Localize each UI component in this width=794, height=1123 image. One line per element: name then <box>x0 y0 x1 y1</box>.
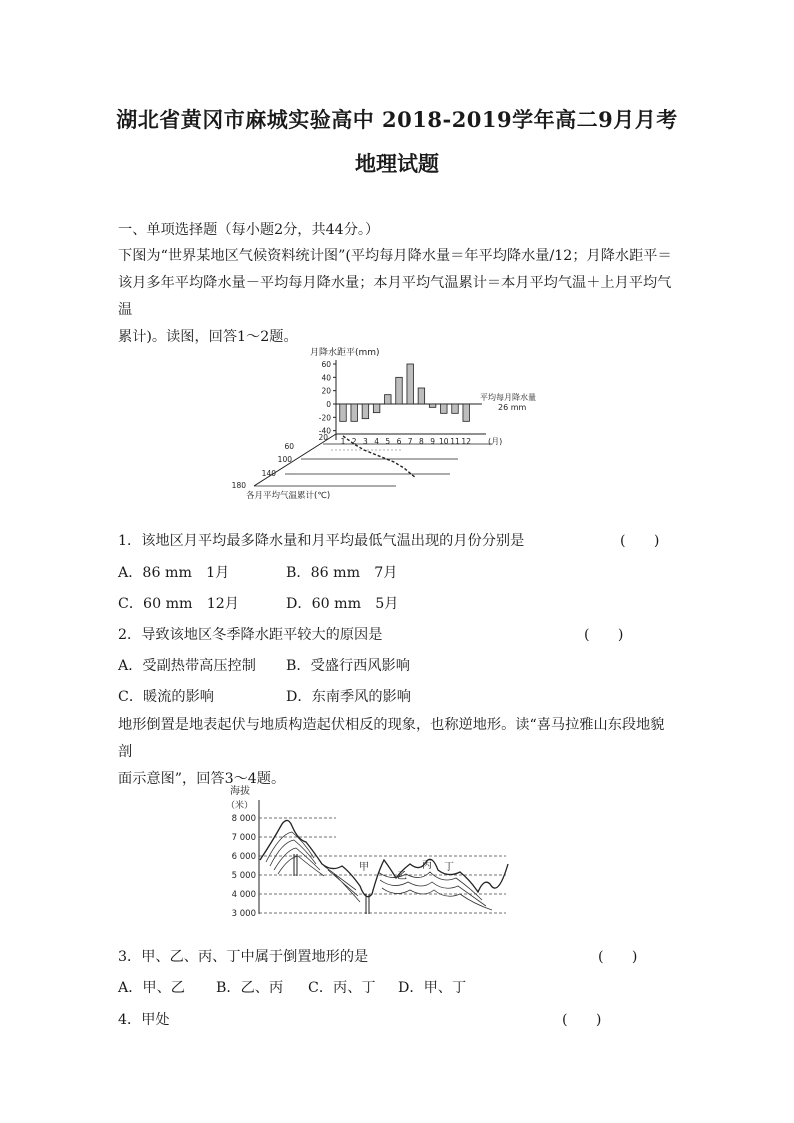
x-tick-label: 9 <box>430 437 435 446</box>
intro-line: 面示意图”，回答3～4题。 <box>118 771 286 787</box>
section-heading: 一、单项选择题（每小题2分，共44分。） <box>118 222 380 238</box>
intro-line: 下图为“世界某地区气候资料统计图”(平均每月降水量＝年平均降水量/12；月降水距平＝ <box>118 248 672 264</box>
q2-option-d: D．东南季风的影响 <box>286 689 411 705</box>
y-tick-label: -40 <box>318 426 331 436</box>
elevation-ticks <box>232 814 256 919</box>
q1-stem: 1．该地区月平均最多降水量和月平均最低气温出现的月份分别是 <box>118 533 525 549</box>
bar-month-1 <box>340 404 347 421</box>
lower-tick-label: 140 <box>261 469 276 478</box>
q1-option-b: B．86 mm 7月 <box>286 565 398 581</box>
q4-stem: 4．甲处 <box>118 1012 170 1028</box>
x-ticks <box>341 437 472 446</box>
lower-tick-label: 20 <box>318 433 328 442</box>
strata-mid <box>324 866 360 902</box>
terrain-profile-diagram <box>216 782 516 922</box>
q1-option-a: A．86 mm 1月 <box>118 565 230 581</box>
q3-option-a: A．甲、乙 <box>118 980 185 996</box>
y-tick-label: 20 <box>321 386 331 396</box>
q1-option-c: C．60 mm 12月 <box>118 596 239 612</box>
intro-paragraph-2 <box>118 712 678 793</box>
y-tick-label: -20 <box>318 413 331 423</box>
label-bing: 丙 <box>422 860 432 871</box>
x-tick-label: 11 <box>450 437 460 446</box>
q3-option-c: C．丙、丁 <box>308 980 376 996</box>
bar-month-3 <box>362 404 369 419</box>
intro-line: 该月多年平均降水量－平均每月降水量；本月平均气温累计＝本月平均气温＋上月平均气温 <box>118 275 672 318</box>
strata-right <box>378 872 492 910</box>
y-tick-label: 60 <box>321 360 331 369</box>
bar-month-8 <box>418 388 425 404</box>
label-ding: 丁 <box>444 862 454 873</box>
q2-option-c: C．暖流的影响 <box>118 689 214 705</box>
lower-ticks <box>232 433 329 490</box>
bar-month-12 <box>463 404 470 421</box>
elevation-tick-label: 7 000 <box>231 833 256 843</box>
bar-month-2 <box>351 404 358 421</box>
bar-month-7 <box>407 364 414 404</box>
q3-stem: 3．甲、乙、丙、丁中属于倒置地形的是 <box>118 949 369 965</box>
paper-subtitle: 地理试题 <box>355 151 439 176</box>
lower-tick-label: 180 <box>231 481 246 490</box>
bar-month-5 <box>385 395 392 404</box>
q2-option-b: B．受盛行西风影响 <box>286 658 410 674</box>
bar-month-6 <box>396 377 403 404</box>
lower-axis-label: 各月平均气温累计(℃) <box>246 491 331 501</box>
bar-month-10 <box>441 404 448 413</box>
elevation-tick-label: 8 000 <box>231 814 256 824</box>
paper-title: 湖北省黄冈市麻城实验高中 2018-2019学年高二9月月考 <box>116 107 678 132</box>
chart-ylabel: 月降水距平(mm) <box>310 348 380 358</box>
intro-line: 地形倒置是地表起伏与地质构造起伏相反的现象，也称逆地形。读“喜马拉雅山东段地貌剖 <box>118 717 665 760</box>
label-yi: 乙 <box>397 871 407 882</box>
bar-month-4 <box>373 404 380 413</box>
q2-bracket: ( ) <box>584 627 624 643</box>
diagram-ylabel: 海拔 <box>230 786 250 797</box>
bar-month-11 <box>452 404 459 413</box>
label-jia: 甲 <box>359 862 369 873</box>
elevation-tick-label: 4 000 <box>231 890 256 900</box>
y-ticks <box>319 360 336 436</box>
x-tick-label: 1 <box>340 437 346 446</box>
elevation-tick-label: 5 000 <box>231 871 256 881</box>
elevation-tick-label: 3 000 <box>231 909 256 919</box>
q3-option-d: D．甲、丁 <box>398 980 467 996</box>
x-tick-label: 2 <box>351 437 357 446</box>
intro-line: 累计)。读图，回答1～2题。 <box>118 329 298 345</box>
baseline-label: 平均每月降水量 <box>480 393 536 402</box>
x-tick-label: 6 <box>396 437 402 446</box>
diagram-yunit: （米） <box>226 801 254 811</box>
intro-paragraph-1 <box>118 243 678 351</box>
baseline-value: 26 mm <box>498 403 527 412</box>
q4-bracket: ( ) <box>562 1012 602 1028</box>
q3-option-b: B．乙、丙 <box>216 980 284 996</box>
q1-option-d: D．60 mm 5月 <box>286 596 399 612</box>
x-tick-label: 7 <box>407 437 413 446</box>
elevation-tick-label: 6 000 <box>231 852 256 862</box>
x-tick-label: 5 <box>385 437 391 446</box>
q3-bracket: ( ) <box>598 949 638 965</box>
x-tick-label: 3 <box>363 437 368 446</box>
x-tick-label: 8 <box>419 437 424 446</box>
x-tick-label: 4 <box>374 437 379 446</box>
q2-stem: 2．导致该地区冬季降水距平较大的原因是 <box>118 627 383 643</box>
y-tick-label: 40 <box>321 373 331 383</box>
climate-chart <box>231 340 566 502</box>
bar-month-9 <box>429 404 436 407</box>
q2-option-a: A．受副热带高压控制 <box>118 658 256 674</box>
bars <box>340 364 470 421</box>
y-tick-label: 0 <box>326 400 331 409</box>
x-tick-label: 10 <box>439 437 449 446</box>
lower-tick-label: 100 <box>277 455 292 464</box>
x-unit-label: (月) <box>488 437 503 446</box>
x-tick-label: 12 <box>461 437 471 446</box>
lower-tick-label: 60 <box>284 442 294 451</box>
q1-bracket: ( ) <box>620 533 660 549</box>
